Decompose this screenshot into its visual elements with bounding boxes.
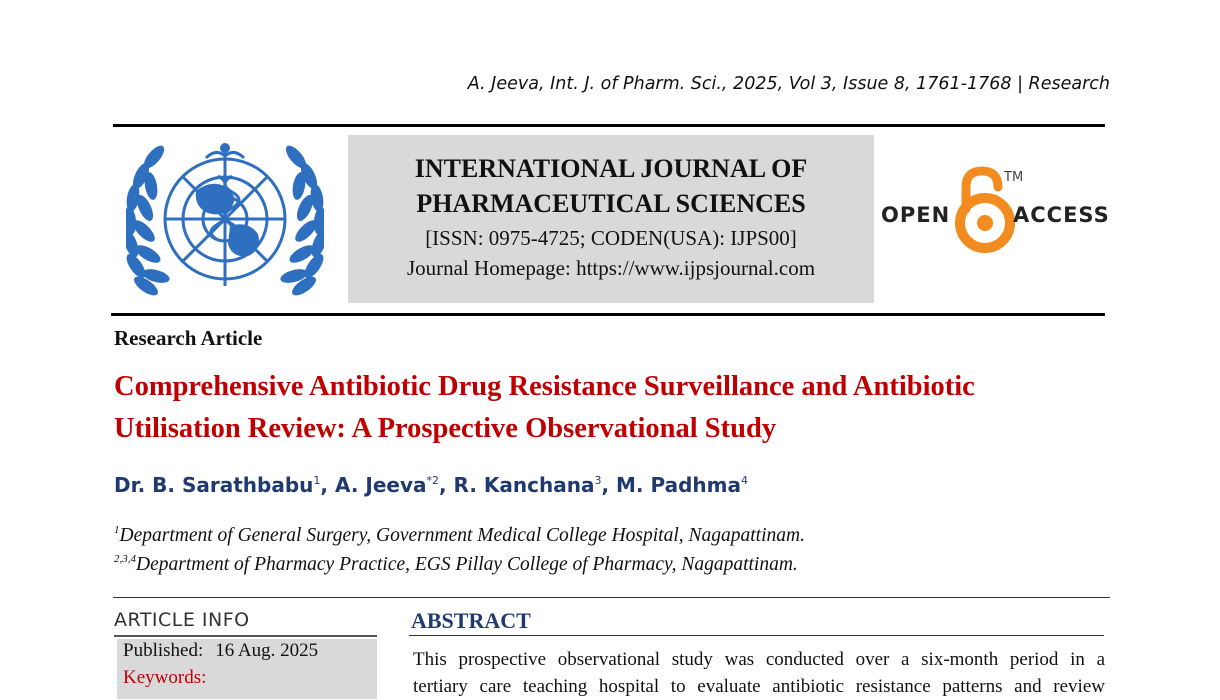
article-info-rule: [114, 635, 377, 637]
author-list: Dr. B. Sarathbabu$^1$, A. Jeeva$^{*2}$, R. Kanchana$^3$, M. Padhma$^4$: [114, 473, 748, 497]
keywords-label: Keywords:: [123, 667, 207, 688]
journal-title-line-1: INTERNATIONAL JOURNAL OF: [414, 154, 808, 183]
open-access-logo: [880, 165, 1110, 255]
abstract-line: tertiary care teaching hospital to evaluate antibiotic resistance patterns and review: [413, 676, 1105, 697]
article-type: Research Article: [114, 326, 263, 350]
open-access-open-word: OPEN: [881, 203, 951, 227]
author-name: Dr. B. Sarathbabu: [114, 473, 314, 497]
article-title-line-2: Utilisation Review: A Prospective Observational Study: [114, 413, 777, 444]
abstract-heading: ABSTRACT: [411, 608, 531, 633]
open-access-tm: TM: [1004, 170, 1024, 185]
affiliation-text: Department of General Surgery, Government Medical College Hospital, Nagapattinam.: [119, 525, 805, 546]
journal-homepage: Journal Homepage: https://www.ijpsjournal.com: [406, 256, 816, 280]
author-affiliation-mark: 4: [740, 474, 748, 487]
top-rule: [113, 124, 1105, 127]
published-date: [123, 640, 318, 662]
abstract-text: [413, 646, 1105, 700]
running-head: A. Jeeva, Int. J. of Pharm. Sci., 2025, Vol 3, Issue 8, 1761-1768 | Research: [467, 74, 1110, 94]
author-name: M. Padhma: [616, 473, 741, 497]
article-title-line-1: Comprehensive Antibiotic Drug Resistance Surveillance and Antibiotic: [114, 371, 975, 402]
affiliation-mark: 1: [114, 524, 120, 536]
affiliation-1: [114, 524, 805, 547]
section-divider: [113, 597, 1110, 598]
affiliation-mark: 2,3,4: [114, 553, 136, 565]
journal-issn: [ISSN: 0975-4725; CODEN(USA): IJPS00]: [425, 226, 797, 250]
author-name: R. Kanchana: [453, 473, 595, 497]
abstract-line: This prospective observational study was conducted over a six-month period in a: [413, 649, 1105, 670]
open-access-access-word: ACCESS: [1013, 203, 1110, 227]
affiliation-text: Department of Pharmacy Practice, EGS Pillay College of Pharmacy, Nagapattinam.: [136, 554, 798, 575]
journal-emblem-icon: [126, 136, 324, 306]
journal-title-line-2: PHARMACEUTICAL SCIENCES: [416, 189, 806, 218]
author-affiliation-mark: *2: [426, 474, 439, 487]
author-affiliation-mark: 1: [313, 474, 321, 487]
article-title: [114, 366, 1104, 450]
author-affiliation-mark: 3: [594, 474, 602, 487]
journal-banner: [348, 135, 874, 303]
published-value: 16 Aug. 2025: [215, 640, 319, 661]
header-bottom-rule: [111, 313, 1105, 316]
published-label: Published:: [123, 640, 204, 661]
article-info-heading: ARTICLE INFO: [114, 609, 250, 631]
affiliation-2: [114, 553, 798, 576]
author-name: A. Jeeva: [334, 473, 427, 497]
abstract-rule: [409, 635, 1104, 636]
